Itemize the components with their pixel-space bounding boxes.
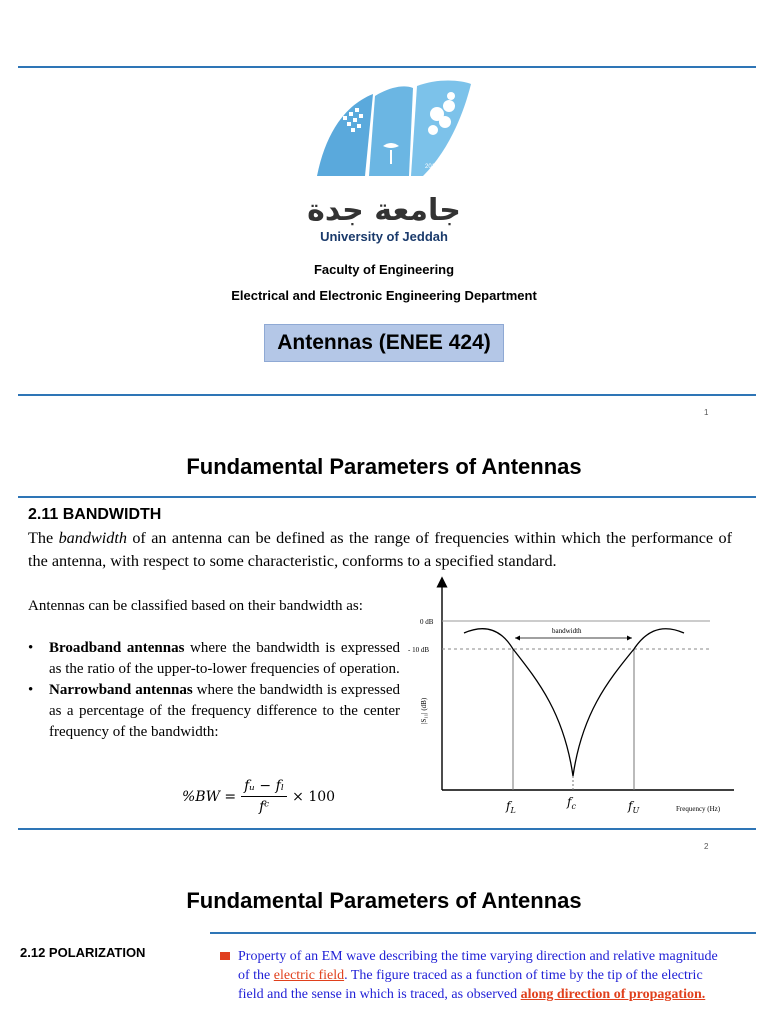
- y-axis-label: |S₁₁| (dB): [420, 697, 428, 724]
- svg-text:2014: 2014: [425, 164, 439, 170]
- slide2-title: Fundamental Parameters of Antennas: [186, 454, 582, 479]
- s11-bandwidth-chart: [404, 574, 740, 820]
- slide1-bottom-rule: [18, 394, 756, 396]
- section-heading-polarization: 2.12 POLARIZATION: [20, 945, 146, 960]
- polarization-bullet-icon: [220, 952, 230, 960]
- university-arabic-name: جامعة جدة: [307, 193, 461, 228]
- x-tick-label-fu: $f_U$: [628, 799, 640, 815]
- electric-field-link[interactable]: electric field: [273, 968, 345, 983]
- slide3-title-rule: [210, 932, 756, 934]
- x-tick-label-fc: $f_c$: [567, 795, 576, 811]
- x-axis-label: Frequency (Hz): [676, 805, 721, 813]
- y-tick-label: - 10 dB: [408, 646, 429, 654]
- section-heading-bandwidth: 2.11 BANDWIDTH: [28, 506, 162, 523]
- list-item: • Narrowband antennas where the bandwidth is expressed as a percentage of the frequency difference to the center frequency of the bandwidth:: [28, 682, 400, 740]
- page-number-2: 2: [704, 842, 709, 851]
- slide2-title-rule: [18, 496, 756, 498]
- department-name: Electrical and Electronic Engineering Department: [231, 288, 537, 303]
- formula-fraction: $\frac{\text{fᵤ − fₗ}}{\text{fᶜ}}$: [241, 778, 287, 815]
- bandwidth-annotation: bandwidth: [552, 627, 582, 635]
- bandwidth-formula: [182, 778, 335, 815]
- page-number-1: 1: [704, 408, 709, 417]
- slide2-bottom-rule: [18, 828, 756, 830]
- university-logo: [313, 76, 473, 186]
- polarization-definition: Property of an EM wave describing the time varying direction and relative magnitude of the electric field. The figure traced as a function of time by the tip of the electric field and the sense in which is traced, as observed along direction of propagation.: [238, 949, 718, 1002]
- formula-lhs: %BW =: [182, 788, 237, 805]
- bandwidth-definition: The bandwidth of an antenna can be defined as the range of frequencies within which the performance of the antenna, with respect to some characteristic, conforms to a specified standard.: [28, 529, 733, 570]
- list-item: • Broadband antennas where the bandwidth is expressed as the ratio of the upper-to-lower frequencies of operation.: [28, 640, 400, 677]
- faculty-name: Faculty of Engineering: [313, 262, 455, 277]
- slide3-title: Fundamental Parameters of Antennas: [186, 888, 582, 913]
- classification-intro: Antennas can be classified based on their bandwidth as:: [28, 598, 363, 614]
- x-tick-label-fl: $f_L$: [506, 799, 516, 815]
- s11-curve: [464, 629, 684, 776]
- y-tick-label: 0 dB: [420, 618, 434, 626]
- university-english-name: University of Jeddah: [320, 229, 448, 244]
- slide1-top-rule: [18, 66, 756, 68]
- formula-rhs: × 100: [292, 788, 336, 805]
- course-title-box: Antennas (ENEE 424): [264, 324, 504, 362]
- bandwidth-bullet-list: [28, 638, 400, 743]
